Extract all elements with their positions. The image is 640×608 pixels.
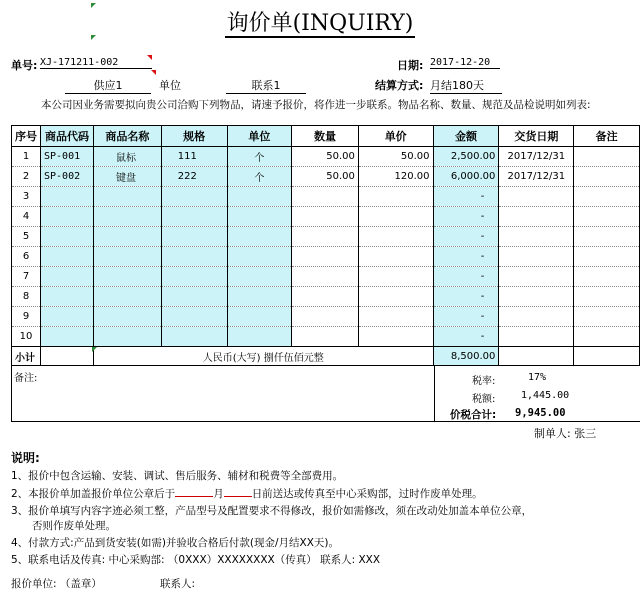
table-row [12,207,640,227]
page-title: 询价单(INQUIRY) [226,11,414,36]
cell-price: 120.00 [358,167,433,187]
cell-price [358,287,433,307]
cell-delivery [499,187,574,207]
cell-code [41,307,94,327]
cell-price [358,187,433,207]
cell-amount: 6,000.00 [433,167,499,187]
cell-delivery [499,267,574,287]
col-header: 单价 [358,126,433,147]
settlement-label: 结算方式: [375,79,424,92]
cell-code [41,207,94,227]
cell-remark [574,267,640,287]
instructions-heading: 说明: [11,451,40,465]
cell-price: 50.00 [358,147,433,167]
cell-price [358,307,433,327]
cell-unit [227,207,292,227]
table-row [12,287,640,307]
cell-remark [574,147,640,167]
cell-spec: 222 [161,167,227,187]
table-row [12,227,640,247]
col-header: 备注 [574,126,640,147]
settlement-value: 月结180天 [430,77,502,94]
signature-unit: 报价单位: （盖章） [11,578,102,590]
cell-spec [161,307,227,327]
cell-unit [227,327,292,347]
col-header: 数量 [292,126,359,147]
cell-no: 3 [12,187,41,207]
cell-unit [227,307,292,327]
grand-total-label: 价税合计: [450,409,497,421]
cell-no: 9 [12,307,41,327]
cell-no: 7 [12,267,41,287]
instruction-line: 5、联系电话及传真: 中心采购部: （0XXX）XXXXXXXX（传真） 联系人: XXX [11,554,381,566]
cell-marker [91,3,96,8]
cell-name [93,267,161,287]
cell-spec [161,327,227,347]
cell-delivery [499,307,574,327]
cell-price [358,247,433,267]
table-row [12,247,640,267]
tax-rate-value: 17% [528,372,547,383]
tax-label: 税额: [472,394,496,405]
cell-delivery [499,227,574,247]
cell-no: 2 [12,167,41,187]
instruction-line: 4、付款方式:产品到货安装(如需)并验收合格后付款(现金/月结XX天)。 [11,537,340,549]
order-no-value: XJ-171211-002 [40,57,152,69]
instruction-line: 3、报价单填写内容字迹必须工整，产品型号及配置要求不得修改，报价如需修改，须在改动处加盖本单位公章， [11,505,533,517]
cell-price [358,227,433,247]
cell-qty [292,187,359,207]
cell-amount: 2,500.00 [433,147,499,167]
cell-no: 10 [12,327,41,347]
cell-unit [227,227,292,247]
cell-code [41,267,94,287]
cell-no: 6 [12,247,41,267]
col-header: 单位 [227,126,292,147]
table-row [12,267,640,287]
table-row [12,187,640,207]
subtotal-row [12,347,640,366]
cell-qty [292,267,359,287]
cell-name [93,247,161,267]
cell-unit [227,287,292,307]
cell-delivery: 2017/12/31 [499,167,574,187]
cell-qty: 50.00 [292,167,359,187]
cell-name: 鼠标 [93,147,161,167]
cell-name [93,327,161,347]
signature-contact: 联系人: [160,578,196,590]
cell-remark [574,247,640,267]
col-header: 规格 [161,126,227,147]
cell-amount: - [433,187,499,207]
subtotal-words: 人民币(大写) 捌仟伍佰元整 [93,347,433,366]
cell-code [41,287,94,307]
cell-name [93,227,161,247]
cell-unit [227,247,292,267]
col-header: 金额 [433,126,499,147]
cell-marker [92,347,97,352]
instruction-line: 否则作废单处理。 [32,520,116,532]
cell-name [93,187,161,207]
cell-amount: - [433,227,499,247]
cell-code [41,247,94,267]
cell-remark [574,167,640,187]
col-header: 交货日期 [499,126,574,147]
cell-unit: 个 [227,167,292,187]
cell-spec [161,287,227,307]
table-row [12,307,640,327]
tax-rate-label: 税率: [472,376,496,387]
maker: 制单人: 张三 [534,427,597,440]
cell-remark [574,227,640,247]
date-label: 日期: [397,59,424,72]
cell-name [93,207,161,227]
cell-no: 1 [12,147,41,167]
cell-name: 键盘 [93,167,161,187]
cell-marker [147,55,152,60]
cell-price [358,267,433,287]
cell-delivery [499,327,574,347]
cell-spec [161,247,227,267]
cell-remark [574,207,640,227]
cell-delivery: 2017/12/31 [499,147,574,167]
unit-label: 单位 [159,79,181,92]
cell-remark [574,287,640,307]
cell-spec [161,207,227,227]
cell-price [358,327,433,347]
subtotal-amount: 8,500.00 [433,347,499,366]
cell-name [93,287,161,307]
cell-amount: - [433,267,499,287]
instruction-line: 1、报价中包含运输、安装、调试、售后服务、辅材和税费等全部费用。 [11,470,344,482]
cell-marker [91,35,96,40]
cell-qty [292,327,359,347]
cell-price [358,207,433,227]
cell-remark [574,187,640,207]
cell-qty [292,247,359,267]
cell-unit: 个 [227,147,292,167]
cell-delivery [499,207,574,227]
cell-code [41,187,94,207]
contact-value: 联系1 [226,77,306,94]
cell-spec: 111 [161,147,227,167]
cell-delivery [499,287,574,307]
cell-code [41,227,94,247]
table-header-row [12,126,640,147]
cell-amount: - [433,327,499,347]
order-no-label: 单号: [11,59,38,72]
cell-remark [574,327,640,347]
cell-qty [292,227,359,247]
cell-qty [292,207,359,227]
date-value: 2017-12-20 [430,57,500,69]
cell-unit [227,267,292,287]
cell-amount: - [433,307,499,327]
notes-label: 备注: [14,373,38,384]
table-row [12,327,640,347]
cell-spec [161,187,227,207]
supplier-value: 供应1 [65,77,151,94]
items-table [11,125,640,366]
cell-code [41,327,94,347]
cell-name [93,307,161,327]
col-header: 序号 [12,126,41,147]
instruction-line: 2、本报价单加盖报价单位公章后于 月 日前送达或传真至中心采购部，过时作废单处理。 [11,488,483,500]
col-header: 商品名称 [93,126,161,147]
grand-total-value: 9,945.00 [515,407,566,419]
cell-marker [151,70,156,75]
cell-unit [227,187,292,207]
cell-amount: - [433,247,499,267]
cell-delivery [499,247,574,267]
notes-box [11,366,640,422]
table-row [12,167,640,187]
cell-qty [292,287,359,307]
intro-text: 本公司因业务需要拟向贵公司洽购下列物品，请速予报价，将作进一步联系。物品名称、数量、规范及品检说明如列表: [41,99,591,111]
cell-no: 8 [12,287,41,307]
cell-qty: 50.00 [292,147,359,167]
col-header: 商品代码 [41,126,94,147]
cell-remark [574,307,640,327]
cell-qty [292,307,359,327]
cell-amount: - [433,207,499,227]
cell-spec [161,227,227,247]
cell-no: 4 [12,207,41,227]
subtotal-label: 小计 [12,347,41,366]
tax-value: 1,445.00 [521,390,570,401]
cell-amount: - [433,287,499,307]
cell-code: SP-002 [41,167,94,187]
cell-no: 5 [12,227,41,247]
cell-code: SP-001 [41,147,94,167]
table-row [12,147,640,167]
cell-spec [161,267,227,287]
